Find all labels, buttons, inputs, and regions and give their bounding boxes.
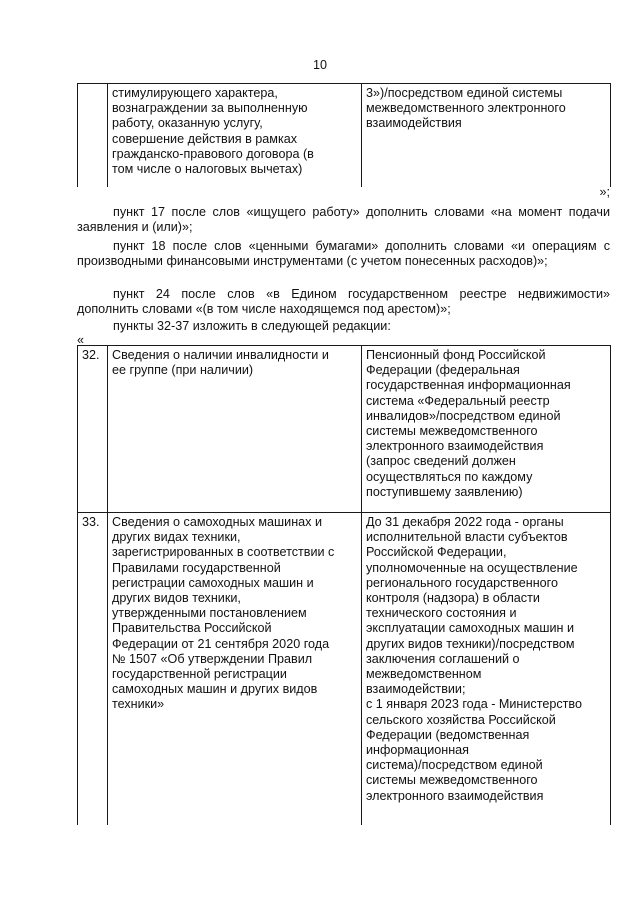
table-row xyxy=(78,346,611,513)
page-number: 10 xyxy=(312,58,327,72)
table-row xyxy=(78,84,611,187)
table-cell-number: 33. xyxy=(78,513,108,825)
table-row xyxy=(78,513,611,825)
table-cell-description: стимулирующего характера, вознаграждении за выполненную работу, оказанную услугу, совершение действия в рамках гражданско-правового договора (в том числе о налоговых вычетах) xyxy=(108,84,362,187)
table-cell-description: Сведения о самоходных машинах и других видах техники, зарегистрированных в соответствии с Правилами государственной регистрации самоходных машин и других видов техники, утвержденными постановлением Правительства Российской Федерации от 21 сентября 2020 года № 1507 «Об утверждении Правил государственной регистрации самоходных машин и других видов техники» xyxy=(108,513,362,825)
table-cell-source: Пенсионный фонд Российской Федерации (федеральная государственная информационная система «Федеральный реестр инвалидов»/посредством единой системы межведомственного электронного взаимодействия (запрос сведений должен осуществляться по каждому поступившему заявлению) xyxy=(362,346,611,513)
new-items-table xyxy=(77,345,611,825)
table-cell-description: Сведения о наличии инвалидности и ее группе (при наличии) xyxy=(108,346,362,513)
closing-quote: »; xyxy=(599,185,610,199)
paragraph-item-18: пункт 18 после слов «ценными бумагами» дополнить словами «и операциям с производными финансовыми инструментами (с учетом понесенных расходов)»; xyxy=(77,239,610,269)
continued-table xyxy=(77,83,611,187)
paragraph-item-24: пункт 24 после слов «в Едином государственном реестре недвижимости» дополнить словами «(в том числе находящемся под арестом)»; xyxy=(77,287,610,317)
table-cell-number xyxy=(78,84,108,187)
paragraph-items-32-37: пункты 32-37 изложить в следующей редакции: xyxy=(113,319,391,333)
opening-quote: « xyxy=(77,333,85,347)
table-cell-number: 32. xyxy=(78,346,108,513)
paragraph-item-17: пункт 17 после слов «ищущего работу» дополнить словами «на момент подачи заявления и (или)»; xyxy=(77,205,610,235)
table-cell-source: До 31 декабря 2022 года - органы исполнительной власти субъектов Российской Федерации, уполномоченные на осуществление регионального государственного контроля (надзора) в области технического состояния и эксплуатации самоходных машин и других видов техники)/посредством заключения соглашений о межведомственном взаимодействии; с 1 января 2023 года - Министерство сельского хозяйства Российской Федерации (ведомственная информационная система)/посредством единой системы межведомственного электронного взаимодействия xyxy=(362,513,611,825)
table-cell-source: 3»)/посредством единой системы межведомственного электронного взаимодействия xyxy=(362,84,611,187)
